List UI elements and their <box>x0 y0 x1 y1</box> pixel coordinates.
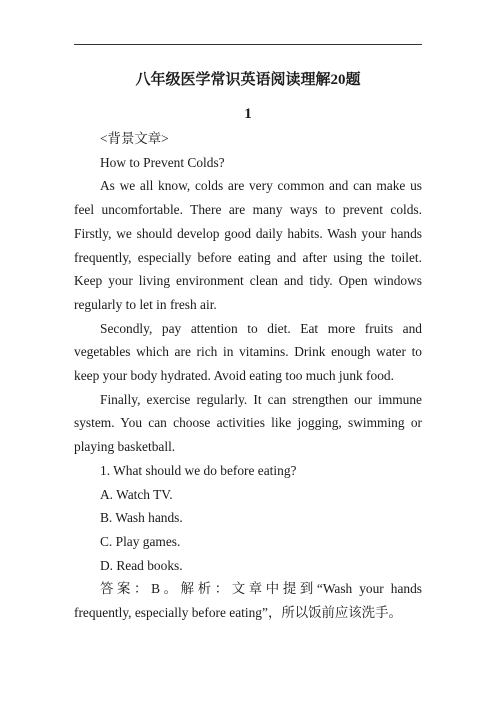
paragraph: Finally, exercise regularly. It can strengthen our immune system. You can choose activities like jogging, swimming or playing basketball. <box>74 391 422 455</box>
header-rule <box>74 44 422 45</box>
option-a: A. Watch TV. <box>100 486 173 502</box>
option-b: B. Wash hands. <box>100 510 183 526</box>
paragraph: As we all know, colds are very common and can make us feel uncomfortable. There are many ways to prevent colds. Firstly, we should develop good daily habits. Wash your hands frequently, especially before eating and after using the toilet. Keep your living environment clean and tidy. Open windows regularly to let in fresh air. <box>74 178 422 312</box>
section-label: <背景文章> <box>100 131 169 146</box>
paragraph: Secondly, pay attention to diet. Eat more fruits and vegetables which are rich in vitamins. Drink enough water to keep your body hydrated. Avoid eating too much junk food. <box>74 320 422 384</box>
article-title: How to Prevent Colds? <box>100 154 225 170</box>
question-text: 1. What should we do before eating? <box>100 462 297 478</box>
option-c: C. Play games. <box>100 533 181 549</box>
document-title: 八年级医学常识英语阅读理解20题 <box>135 72 361 88</box>
question-number: 1 <box>244 106 252 122</box>
option-d: D. Read books. <box>100 557 183 573</box>
document-body <box>74 127 422 625</box>
answer-explanation: 答案：B。解析：文章中提到“Wash your hands frequently, especially before eating”，所以饭前应该洗手。 <box>74 581 422 621</box>
